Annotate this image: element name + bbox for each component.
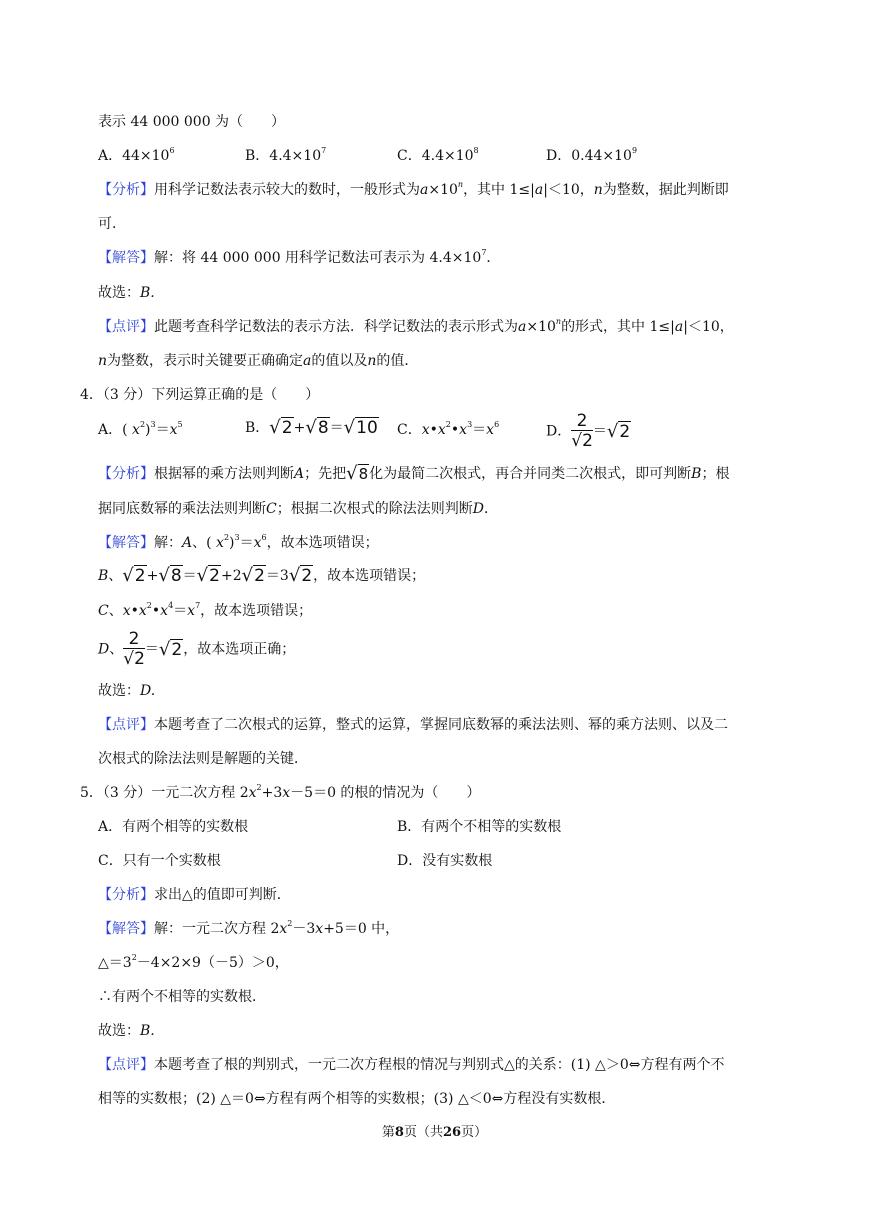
q5-option-b: B．有两个不相等的实数根: [397, 819, 562, 835]
q3-option-d: D．$0.44\times 10^9$: [546, 146, 638, 164]
q4-answer-c: C、$x•x^2•x^4=x^7$，故本选项错误；: [98, 601, 313, 619]
q5-answer-line3: ∴有两个不相等的实数根．: [98, 989, 266, 1005]
q3-answer-tag: 【解答】: [98, 250, 154, 266]
q3-option-a: A．$44\times 10^6$: [98, 146, 175, 164]
q4-analysis-line2: 据同底数幂的乘法法则判断C；根据二次根式的除法法则判断D．: [98, 501, 498, 517]
q5-analysis-tag: 【分析】: [98, 887, 154, 903]
q5-option-c: C．只有一个实数根: [98, 853, 221, 869]
q5-answer-line1: 【解答】解：一元二次方程 $2x^2-3x+5=0$ 中，: [98, 919, 400, 937]
q5-option-d: D．没有实数根: [397, 853, 493, 869]
q4-option-a: A．( $x^2)^3=x^5$: [98, 420, 183, 438]
q3-option-c: C．$4.4\times 10^8$: [397, 146, 479, 164]
page-footer: 第8页（共26页）: [381, 1125, 488, 1140]
q3-analysis-line2: 可．: [98, 216, 126, 232]
q3-comment-line1: 【点评】此题考查科学记数法的表示方法．科学记数法的表示形式为$a\times 10^n$的形式，其中 1≤|a|＜10，: [98, 317, 734, 335]
q5-option-a: A．有两个相等的实数根: [98, 819, 249, 835]
q5-answer-line2: $\triangle=3^2-4\times 2\times 9(-5)>0$，: [98, 953, 289, 971]
q4-answer-b: B、√2+√8＝√2+2√2＝3√2，故本选项错误；: [98, 565, 426, 586]
q5-comment-line2: 相等的实数根；(2) △＝0⇔方程有两个相等的实数根；(3) △＜0⇔方程没有实数根．: [98, 1091, 616, 1107]
q5-answer-tag: 【解答】: [98, 921, 154, 937]
q4-option-d: D． $\frac{2}{√2}$ ＝√2: [546, 411, 631, 451]
q4-answer-a: 【解答】解：A、( $x^2)^3=x^6$，故本选项错误；: [98, 533, 379, 551]
q4-answer-d: D、 $\frac{2}{√2}$ ＝√2，故本选项正确；: [98, 629, 296, 669]
q3-comment-line2: n为整数，表示时关键要正确确定a的值以及n的值．: [98, 353, 419, 369]
q4-analysis-tag: 【分析】: [98, 466, 154, 482]
q4-option-c: C．$x•x^2•x^3=x^6$: [397, 420, 500, 438]
q3-option-b: B．$4.4\times 10^7$: [245, 146, 327, 164]
q4-comment-line1: 【点评】本题考查了二次根式的运算，整式的运算，掌握同底数幂的乘法法则、幂的乘方法则、以及二: [98, 717, 728, 733]
q4-comment-line2: 次根式的除法法则是解题的关键．: [98, 751, 308, 767]
q3-analysis-line1: 【分析】用科学记数法表示较大的数时，一般形式为$a\times 10^n$，其中 1≤|a|＜10，n为整数，据此判断即: [98, 180, 729, 198]
q5-stem: 5．（3 分）一元二次方程 $2x^2+3x-5=0$ 的根的情况为（ ）: [80, 783, 481, 801]
q3-analysis-tag: 【分析】: [98, 182, 154, 198]
page-number: 8: [394, 1125, 404, 1140]
q3-answer: 【解答】解：将 44 000 000 用科学记数法可表示为 $4.4\times 10^7$．: [98, 248, 501, 266]
page-total: 26: [442, 1125, 462, 1140]
q5-comment-tag: 【点评】: [98, 1057, 154, 1073]
q4-choice: 故选：D.: [98, 683, 156, 699]
q3-stem-tail: 表示 44 000 000 为（ ）: [98, 114, 286, 130]
q4-answer-tag: 【解答】: [98, 535, 154, 551]
q4-analysis-line1: 【分析】根据幂的乘方法则判断A；先把√8化为最简二次根式，再合并同类二次根式，即可判断B；根: [98, 463, 730, 484]
q3-comment-tag: 【点评】: [98, 319, 154, 335]
q4-comment-tag: 【点评】: [98, 717, 154, 733]
q5-choice: 故选：B.: [98, 1023, 155, 1039]
q3-choice: 故选：B.: [98, 285, 155, 301]
q5-comment-line1: 【点评】本题考查了根的判别式，一元二次方程根的情况与判别式△的关系：(1) △＞0⇔方程有两个不: [98, 1057, 725, 1073]
q4-option-b: B．√2+√8＝√10: [245, 417, 378, 438]
q4-stem: 4．（3 分）下列运算正确的是（ ）: [80, 387, 320, 403]
q5-analysis: 【分析】求出△的值即可判断．: [98, 887, 291, 903]
